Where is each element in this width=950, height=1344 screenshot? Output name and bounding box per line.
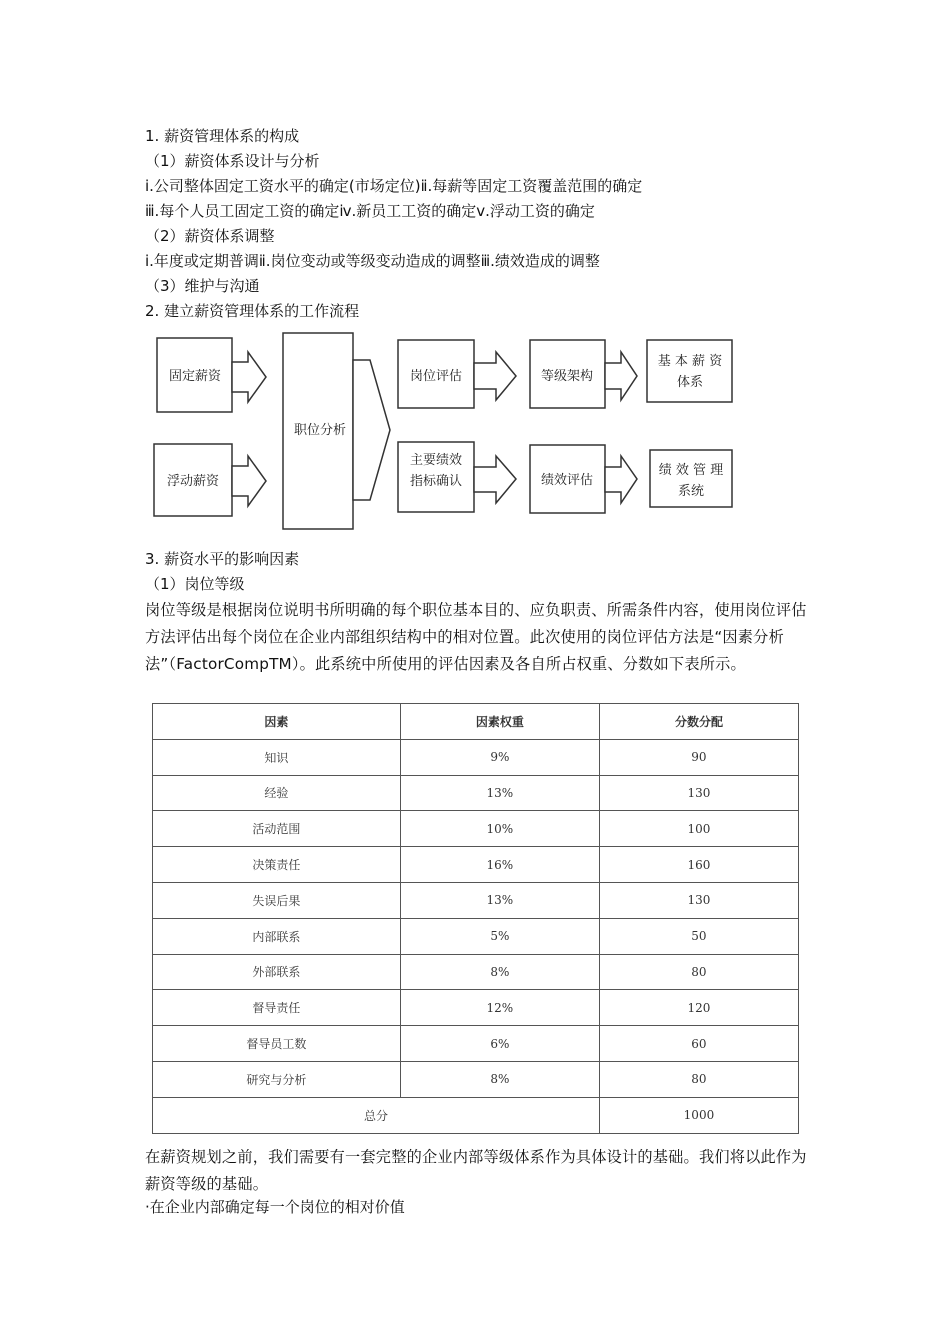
table-cell: 6%	[400, 1026, 599, 1062]
table-cell: 外部联系	[153, 954, 401, 990]
perf-mgmt-label-2: 系统	[677, 484, 705, 499]
table-cell: 9%	[400, 739, 599, 775]
table-cell: 失误后果	[153, 882, 401, 918]
table-row	[153, 1061, 799, 1097]
table-cell: 50	[599, 918, 798, 954]
heading-2: 2. 建立薪资管理体系的工作流程	[145, 302, 360, 320]
arrow-icon	[474, 456, 516, 503]
table-cell: 90	[599, 739, 798, 775]
base-pay-system-box	[647, 340, 732, 402]
table-cell: 100	[599, 811, 798, 847]
total-value: 1000	[599, 1097, 798, 1133]
heading-1: 1. 薪资管理体系的构成	[145, 127, 300, 145]
bullet-line: ·在企业内部确定每一个岗位的相对价值	[145, 1198, 405, 1216]
floating-pay-label: 浮动薪资	[166, 474, 220, 489]
table-row	[153, 811, 799, 847]
body-paragraph: 岗位等级是根据岗位说明书所明确的每个职位基本目的、应负职责、所需条件内容，使用岗位评估方法评估出每个岗位在企业内部组织结构中的相对位置。此次使用的岗位评估方法是“因素分析法”（FactorCompTM）。此系统中所使用的评估因素及各自所占权重、分数如下表所示。	[145, 601, 807, 673]
fixed-pay-label: 固定薪资	[168, 369, 222, 384]
factor-table	[152, 703, 799, 1134]
table-cell: 160	[599, 847, 798, 883]
column-header: 分数分配	[599, 704, 798, 740]
table-cell: 知识	[153, 739, 401, 775]
table-cell: 80	[599, 954, 798, 990]
arrow-icon	[605, 352, 637, 400]
kpi-label-1: 主要绩效	[409, 453, 463, 468]
subheading-3-1: （1）岗位等级	[145, 575, 245, 593]
subheading-1-2: （2）薪资体系调整	[145, 227, 275, 245]
arrow-icon	[605, 456, 637, 503]
perf-mgmt-label-1: 绩 效 管 理	[658, 463, 724, 478]
table-cell: 13%	[400, 775, 599, 811]
column-header: 因素	[153, 704, 401, 740]
table-header-row	[153, 704, 799, 740]
heading-3: 3. 薪资水平的影响因素	[145, 550, 300, 568]
closing-paragraph: 在薪资规划之前，我们需要有一套完整的企业内部等级体系作为具体设计的基础。我们将以此作为薪资等级的基础。	[145, 1148, 807, 1193]
base-pay-label-1: 基 本 薪 资	[657, 354, 723, 369]
grade-structure-label: 等级架构	[540, 369, 594, 384]
column-header: 因素权重	[400, 704, 599, 740]
table-row	[153, 954, 799, 990]
table-cell: 12%	[400, 990, 599, 1026]
arrow-icon	[232, 352, 266, 402]
table-cell: 督导责任	[153, 990, 401, 1026]
subheading-1-3: （3）维护与沟通	[145, 277, 260, 295]
base-pay-label-2: 体系	[676, 375, 704, 390]
table-row	[153, 739, 799, 775]
workflow-diagram	[0, 0, 950, 540]
table-cell: 8%	[400, 954, 599, 990]
table-cell: 内部联系	[153, 918, 401, 954]
table-row	[153, 882, 799, 918]
table-row	[153, 847, 799, 883]
job-analysis-label: 职位分析	[293, 423, 347, 438]
job-evaluation-label: 岗位评估	[409, 369, 463, 384]
perf-eval-label: 绩效评估	[540, 473, 594, 488]
table-cell: 130	[599, 775, 798, 811]
table-cell: 经验	[153, 775, 401, 811]
total-label: 总分	[153, 1097, 600, 1133]
list-line: ⅲ.每个人员工固定工资的确定ⅳ.新员工工资的确定ⅴ.浮动工资的确定	[145, 202, 595, 220]
table-cell: 130	[599, 882, 798, 918]
table-cell: 活动范围	[153, 811, 401, 847]
list-line: ⅰ.公司整体固定工资水平的确定(市场定位)ⅱ.每薪等固定工资覆盖范围的确定	[145, 177, 643, 195]
chevron-right-icon	[353, 360, 390, 500]
table-row	[153, 775, 799, 811]
kpi-label-2: 指标确认	[409, 474, 463, 489]
table-cell: 16%	[400, 847, 599, 883]
table-cell: 80	[599, 1061, 798, 1097]
table-row	[153, 1026, 799, 1062]
list-line: ⅰ.年度或定期普调ⅱ.岗位变动或等级变动造成的调整ⅲ.绩效造成的调整	[145, 252, 600, 270]
table-cell: 60	[599, 1026, 798, 1062]
arrow-icon	[474, 352, 516, 400]
table-cell: 10%	[400, 811, 599, 847]
table-cell: 5%	[400, 918, 599, 954]
table-total-row	[153, 1097, 799, 1133]
table-row	[153, 990, 799, 1026]
table-cell: 督导员工数	[153, 1026, 401, 1062]
table-cell: 研究与分析	[153, 1061, 401, 1097]
subheading-1-1: （1）薪资体系设计与分析	[145, 152, 320, 170]
table-row	[153, 918, 799, 954]
arrow-icon	[232, 456, 266, 506]
table-cell: 决策责任	[153, 847, 401, 883]
table-cell: 120	[599, 990, 798, 1026]
table-cell: 8%	[400, 1061, 599, 1097]
table-cell: 13%	[400, 882, 599, 918]
